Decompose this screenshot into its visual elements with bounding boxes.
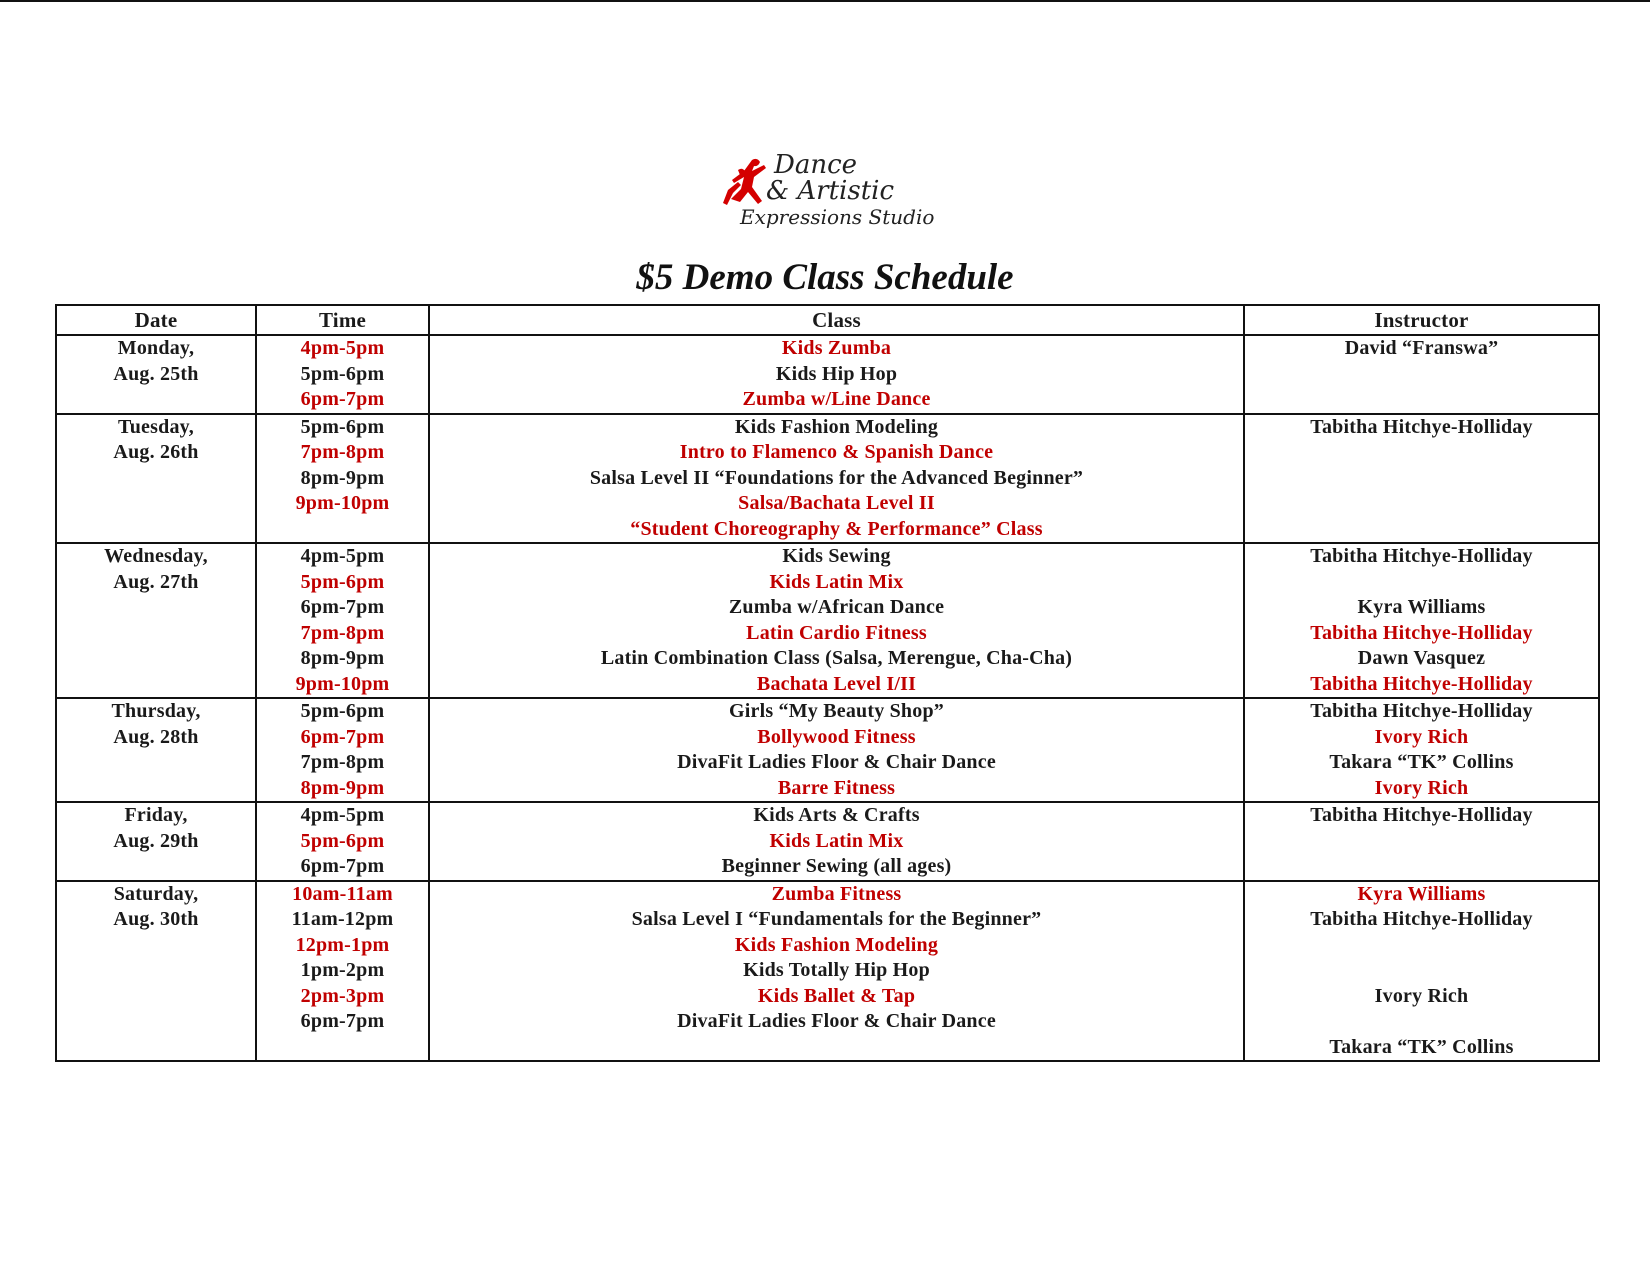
time-slot: 12pm-1pm — [295, 933, 390, 956]
instructor-cell — [1244, 414, 1599, 544]
time-slot: 5pm-6pm — [300, 362, 385, 385]
instructor-name: Ivory Rich — [1374, 725, 1469, 748]
instructor-cell — [1244, 802, 1599, 881]
class-name: Kids Hip Hop — [775, 362, 898, 385]
class-name: Bollywood Fitness — [757, 725, 916, 748]
time-slot: 6pm-7pm — [300, 596, 385, 618]
date-line: Monday, — [117, 337, 195, 359]
instructor-name: Tabitha Hitchye-Holliday — [1310, 700, 1533, 722]
class-name: Barre Fitness — [777, 776, 896, 799]
class-name: Zumba w/African Dance — [728, 596, 945, 618]
class-name: “Student Choreography & Performance” Class — [630, 517, 1043, 540]
day-row — [56, 335, 1599, 414]
time-cell — [256, 698, 429, 802]
time-slot: 10am-11am — [292, 882, 393, 905]
schedule-table — [55, 304, 1600, 1062]
class-name: Kids Ballet & Tap — [757, 984, 916, 1007]
instructor-name — [1245, 1009, 1598, 1035]
instructor-name: Kyra Williams — [1357, 882, 1486, 905]
top-border-line — [0, 0, 1650, 2]
time-slot: 4pm-5pm — [300, 337, 385, 359]
instructor-name — [1245, 387, 1598, 413]
time-slot: 2pm-3pm — [300, 984, 385, 1007]
instructor-name — [1245, 440, 1598, 466]
logo-text-line: Expressions Studio — [740, 205, 935, 229]
class-name: Salsa/Bachata Level II — [738, 492, 935, 514]
date-line: Aug. 28th — [113, 725, 199, 748]
time-slot: 11am-12pm — [291, 908, 394, 930]
instructor-name: Tabitha Hitchye-Holliday — [1310, 621, 1533, 644]
time-cell — [256, 543, 429, 698]
class-name — [430, 1035, 1243, 1061]
instructor-cell — [1244, 335, 1599, 414]
instructor-name — [1245, 829, 1598, 855]
instructor-name: Dawn Vasquez — [1357, 647, 1486, 669]
date-line: Aug. 25th — [113, 362, 199, 385]
instructor-name — [1245, 362, 1598, 388]
class-name: Kids Sewing — [782, 545, 891, 567]
day-row — [56, 543, 1599, 698]
time-slot: 1pm-2pm — [300, 959, 385, 981]
class-name: Bachata Level I/II — [756, 672, 917, 695]
class-name: Latin Combination Class (Salsa, Merengue, Cha-Cha) — [600, 647, 1073, 669]
class-name: Girls “My Beauty Shop” — [729, 700, 944, 722]
class-cell — [429, 698, 1244, 802]
date-line: Saturday, — [113, 882, 199, 905]
header-row — [56, 305, 1599, 335]
time-slot: 4pm-5pm — [300, 545, 385, 567]
class-cell — [429, 414, 1244, 544]
instructor-cell — [1244, 698, 1599, 802]
class-name: Zumba Fitness — [771, 882, 902, 905]
date-cell — [56, 802, 256, 881]
instructor-cell — [1244, 543, 1599, 698]
time-slot: 4pm-5pm — [300, 804, 385, 826]
class-name: DivaFit Ladies Floor & Chair Dance — [677, 751, 996, 773]
time-cell — [256, 802, 429, 881]
time-slot: 5pm-6pm — [300, 570, 385, 593]
instructor-name: Takara “TK” Collins — [1329, 1035, 1514, 1058]
time-slot: 8pm-9pm — [300, 647, 385, 669]
class-name: Kids Arts & Crafts — [753, 804, 920, 826]
class-name: Intro to Flamenco & Spanish Dance — [679, 441, 994, 463]
date-line: Aug. 27th — [113, 570, 199, 593]
date-line: Tuesday, — [118, 415, 194, 438]
class-name: Kids Fashion Modeling — [734, 933, 939, 956]
logo-text-line: & Artistic — [766, 176, 895, 206]
day-row — [56, 802, 1599, 881]
instructor-name: Ivory Rich — [1374, 776, 1469, 799]
class-name: Kids Latin Mix — [769, 570, 904, 593]
class-name: Salsa Level II “Foundations for the Advanced Beginner” — [589, 466, 1084, 489]
class-name: Zumba w/Line Dance — [742, 388, 931, 410]
instructor-name: Tabitha Hitchye-Holliday — [1310, 415, 1533, 438]
instructor-name — [1245, 933, 1598, 959]
day-row — [56, 698, 1599, 802]
class-name: Beginner Sewing (all ages) — [721, 855, 952, 877]
instructor-name — [1245, 517, 1598, 543]
instructor-name: Ivory Rich — [1374, 984, 1469, 1007]
class-name: Salsa Level I “Fundamentals for the Beginner” — [631, 908, 1042, 930]
time-slot: 7pm-8pm — [300, 751, 385, 773]
page-title: $5 Demo Class Schedule — [636, 257, 1014, 298]
date-line: Wednesday, — [104, 545, 208, 567]
time-slot: 6pm-7pm — [300, 1010, 385, 1032]
column-header-instructor: Instructor — [1244, 305, 1599, 335]
time-cell — [256, 881, 429, 1062]
class-name: DivaFit Ladies Floor & Chair Dance — [677, 1010, 996, 1032]
instructor-name: Tabitha Hitchye-Holliday — [1310, 672, 1533, 695]
time-slot: 9pm-10pm — [295, 672, 390, 695]
instructor-name: Kyra Williams — [1357, 596, 1486, 618]
instructor-name — [1245, 854, 1598, 880]
time-slot: 6pm-7pm — [300, 388, 385, 410]
instructor-name: Tabitha Hitchye-Holliday — [1310, 545, 1533, 567]
date-cell — [56, 881, 256, 1062]
instructor-name — [1245, 958, 1598, 984]
time-cell — [256, 414, 429, 544]
class-cell — [429, 335, 1244, 414]
time-slot — [257, 1035, 428, 1061]
instructor-name: Tabitha Hitchye-Holliday — [1310, 804, 1533, 826]
time-cell — [256, 335, 429, 414]
instructor-name — [1245, 570, 1598, 596]
class-name: Kids Totally Hip Hop — [743, 959, 930, 981]
date-line: Thursday, — [111, 700, 201, 722]
date-line: Aug. 30th — [113, 908, 199, 930]
time-slot: 6pm-7pm — [300, 855, 385, 877]
instructor-name — [1245, 466, 1598, 492]
day-row — [56, 414, 1599, 544]
date-cell — [56, 543, 256, 698]
instructor-cell — [1244, 881, 1599, 1062]
time-slot: 7pm-8pm — [300, 441, 385, 463]
date-line: Friday, — [124, 804, 188, 826]
class-name: Kids Latin Mix — [769, 829, 904, 852]
class-cell — [429, 802, 1244, 881]
column-header-date: Date — [56, 305, 256, 335]
date-cell — [56, 335, 256, 414]
column-header-class: Class — [429, 305, 1244, 335]
time-slot: 5pm-6pm — [300, 415, 385, 438]
class-name: Kids Zumba — [781, 337, 892, 359]
day-row — [56, 881, 1599, 1062]
time-slot: 8pm-9pm — [300, 776, 385, 799]
time-slot: 8pm-9pm — [300, 466, 385, 489]
studio-logo — [722, 150, 935, 240]
instructor-name: Takara “TK” Collins — [1329, 751, 1514, 773]
instructor-name: Tabitha Hitchye-Holliday — [1310, 908, 1533, 930]
time-slot: 9pm-10pm — [295, 492, 390, 514]
time-slot: 5pm-6pm — [300, 829, 385, 852]
date-cell — [56, 698, 256, 802]
logo-text-line: Dance — [774, 150, 858, 180]
time-slot: 5pm-6pm — [300, 700, 385, 722]
class-name: Kids Fashion Modeling — [734, 415, 939, 438]
date-line: Aug. 29th — [113, 829, 199, 852]
time-slot: 7pm-8pm — [300, 621, 385, 644]
instructor-name — [1245, 491, 1598, 517]
time-slot: 6pm-7pm — [300, 725, 385, 748]
instructor-name: David “Franswa” — [1344, 337, 1499, 359]
time-slot — [257, 517, 428, 543]
date-cell — [56, 414, 256, 544]
class-cell — [429, 881, 1244, 1062]
column-header-time: Time — [256, 305, 429, 335]
date-line: Aug. 26th — [113, 441, 199, 463]
class-name: Latin Cardio Fitness — [746, 621, 927, 644]
schedule-body — [56, 335, 1599, 1061]
class-cell — [429, 543, 1244, 698]
